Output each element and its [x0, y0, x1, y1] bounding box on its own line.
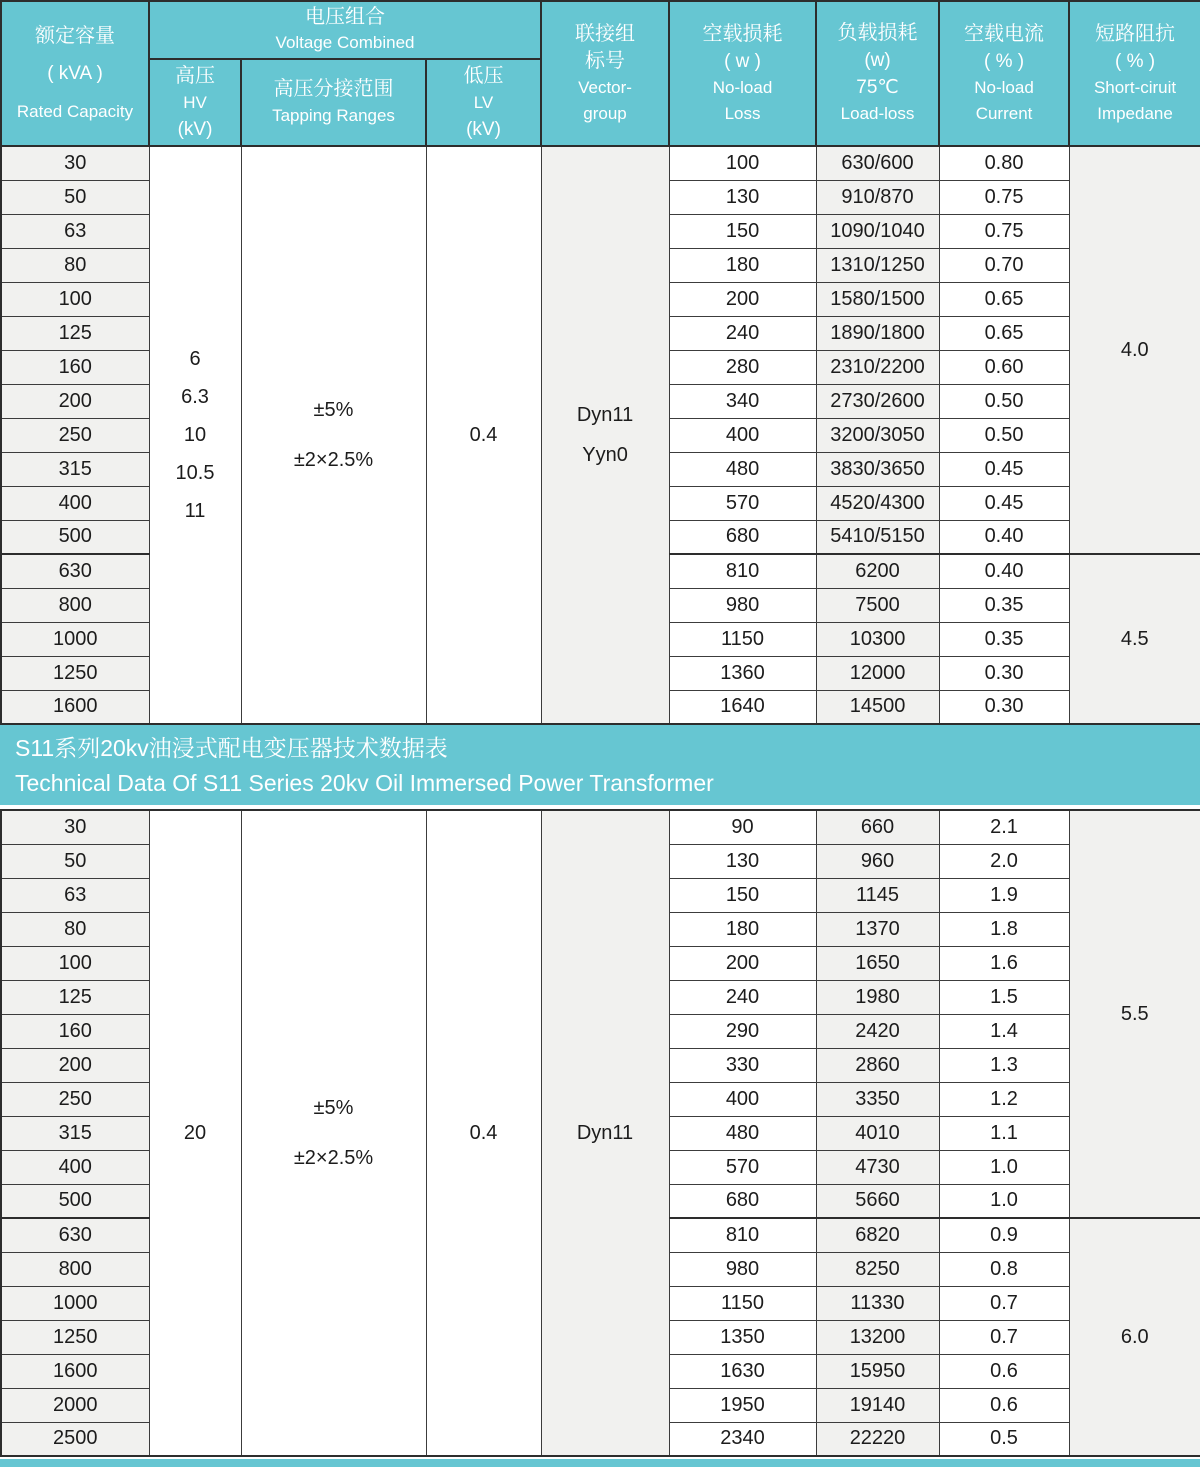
- capacity-cell: 200: [1, 384, 149, 418]
- load-loss-cell: 5660: [816, 1184, 939, 1218]
- table-row: [1, 146, 1200, 180]
- load-loss-cell: 7500: [816, 588, 939, 622]
- capacity-cell: 63: [1, 214, 149, 248]
- load-loss-cell: 6200: [816, 554, 939, 588]
- section2-table: [0, 809, 1200, 1457]
- noload-loss-cell: 400: [669, 418, 816, 452]
- noload-loss-cell: 1150: [669, 1286, 816, 1320]
- load-loss-cell: 14500: [816, 690, 939, 724]
- header-noload-current: [939, 1, 1069, 146]
- capacity-cell: 125: [1, 980, 149, 1014]
- header-impedance-en2: Impedane: [1097, 103, 1173, 123]
- header-load-loss-temp: 75℃: [856, 77, 899, 98]
- load-loss-cell: 1370: [816, 912, 939, 946]
- noload-loss-cell: 810: [669, 554, 816, 588]
- header-noload-loss-unit: ( w ): [724, 50, 761, 72]
- section1-table: [0, 0, 1200, 725]
- load-loss-cell: 630/600: [816, 146, 939, 180]
- lv-cell: 0.4: [426, 810, 541, 1456]
- noload-loss-cell: 680: [669, 520, 816, 554]
- capacity-cell: 400: [1, 486, 149, 520]
- load-loss-cell: 15950: [816, 1354, 939, 1388]
- noload-current-cell: 2.1: [939, 810, 1069, 844]
- noload-loss-cell: 400: [669, 1082, 816, 1116]
- noload-current-cell: 0.80: [939, 146, 1069, 180]
- noload-loss-cell: 1360: [669, 656, 816, 690]
- bottom-accent-bar: [0, 1459, 1200, 1467]
- noload-loss-cell: 200: [669, 946, 816, 980]
- load-loss-cell: 3200/3050: [816, 418, 939, 452]
- capacity-cell: 50: [1, 180, 149, 214]
- noload-current-cell: 1.6: [939, 946, 1069, 980]
- load-loss-cell: 19140: [816, 1388, 939, 1422]
- noload-current-cell: 0.75: [939, 214, 1069, 248]
- header-lv-unit: (kV): [466, 118, 501, 140]
- load-loss-cell: 4010: [816, 1116, 939, 1150]
- capacity-cell: 400: [1, 1150, 149, 1184]
- capacity-cell: 1250: [1, 656, 149, 690]
- capacity-cell: 500: [1, 520, 149, 554]
- load-loss-cell: 960: [816, 844, 939, 878]
- noload-loss-cell: 980: [669, 1252, 816, 1286]
- load-loss-cell: 8250: [816, 1252, 939, 1286]
- load-loss-cell: 1890/1800: [816, 316, 939, 350]
- section2-title-band: [0, 725, 1200, 805]
- impedance-cell: 4.0: [1069, 146, 1200, 554]
- header-load-loss-en: Load-loss: [840, 104, 915, 123]
- noload-loss-cell: 570: [669, 486, 816, 520]
- noload-loss-cell: 180: [669, 248, 816, 282]
- capacity-cell: 2000: [1, 1388, 149, 1422]
- noload-current-cell: 1.0: [939, 1150, 1069, 1184]
- noload-current-cell: 0.35: [939, 588, 1069, 622]
- capacity-cell: 80: [1, 912, 149, 946]
- noload-current-cell: 0.50: [939, 418, 1069, 452]
- noload-loss-cell: 1350: [669, 1320, 816, 1354]
- load-loss-cell: 11330: [816, 1286, 939, 1320]
- noload-current-cell: 0.30: [939, 690, 1069, 724]
- load-loss-cell: 1650: [816, 946, 939, 980]
- noload-loss-cell: 290: [669, 1014, 816, 1048]
- header-row-top: [1, 1, 1200, 59]
- header-load-loss-unit: (w): [864, 50, 891, 71]
- header-tapping-ranges: [241, 59, 426, 146]
- hv-cell-line: 10.5: [175, 462, 215, 484]
- capacity-cell: 30: [1, 810, 149, 844]
- lv-cell: 0.4: [426, 146, 541, 724]
- capacity-cell: 315: [1, 452, 149, 486]
- header-vector-group: [541, 1, 669, 146]
- noload-loss-cell: 680: [669, 1184, 816, 1218]
- noload-loss-cell: 100: [669, 146, 816, 180]
- noload-current-cell: 1.4: [939, 1014, 1069, 1048]
- capacity-cell: 315: [1, 1116, 149, 1150]
- load-loss-cell: 910/870: [816, 180, 939, 214]
- header-rated-capacity-zh: 额定容量: [35, 24, 115, 47]
- vector-group-cell: [541, 146, 669, 724]
- noload-current-cell: 1.0: [939, 1184, 1069, 1218]
- noload-current-cell: 0.6: [939, 1354, 1069, 1388]
- noload-loss-cell: 980: [669, 588, 816, 622]
- noload-current-cell: 1.5: [939, 980, 1069, 1014]
- load-loss-cell: 3350: [816, 1082, 939, 1116]
- load-loss-cell: 12000: [816, 656, 939, 690]
- noload-loss-cell: 480: [669, 1116, 816, 1150]
- section1-body: [1, 146, 1200, 724]
- header-rated-capacity-unit: ( kVA ): [47, 62, 103, 84]
- noload-current-cell: 0.65: [939, 282, 1069, 316]
- tapping-ranges-cell-line: ±2×2.5%: [293, 1147, 374, 1169]
- noload-loss-cell: 130: [669, 844, 816, 878]
- capacity-cell: 800: [1, 1252, 149, 1286]
- tapping-ranges-cell-line: ±5%: [313, 399, 354, 421]
- noload-current-cell: 0.65: [939, 316, 1069, 350]
- header-noload-loss: [669, 1, 816, 146]
- header-hv-unit: (kV): [177, 118, 213, 140]
- header-impedance-unit: ( % ): [1114, 50, 1156, 72]
- load-loss-cell: 660: [816, 810, 939, 844]
- tapping-ranges-cell: [241, 146, 426, 724]
- header-noload-loss-en1: No-load: [712, 77, 773, 97]
- noload-current-cell: 0.40: [939, 554, 1069, 588]
- capacity-cell: 160: [1, 350, 149, 384]
- load-loss-cell: 1580/1500: [816, 282, 939, 316]
- capacity-cell: 125: [1, 316, 149, 350]
- header-load-loss: [816, 1, 939, 146]
- capacity-cell: 50: [1, 844, 149, 878]
- capacity-cell: 800: [1, 588, 149, 622]
- capacity-cell: 630: [1, 554, 149, 588]
- noload-loss-cell: 280: [669, 350, 816, 384]
- noload-loss-cell: 340: [669, 384, 816, 418]
- noload-current-cell: 0.60: [939, 350, 1069, 384]
- load-loss-cell: 2420: [816, 1014, 939, 1048]
- noload-loss-cell: 180: [669, 912, 816, 946]
- noload-current-cell: 0.6: [939, 1388, 1069, 1422]
- capacity-cell: 80: [1, 248, 149, 282]
- noload-loss-cell: 240: [669, 316, 816, 350]
- capacity-cell: 2500: [1, 1422, 149, 1456]
- hv-cell-line: 10: [183, 424, 207, 446]
- noload-current-cell: 1.9: [939, 878, 1069, 912]
- table-row: [1, 810, 1200, 844]
- capacity-cell: 1250: [1, 1320, 149, 1354]
- noload-current-cell: 0.5: [939, 1422, 1069, 1456]
- noload-current-cell: 1.3: [939, 1048, 1069, 1082]
- load-loss-cell: 1980: [816, 980, 939, 1014]
- vector-group-cell-line: Yyn0: [582, 444, 628, 466]
- load-loss-cell: 6820: [816, 1218, 939, 1252]
- noload-current-cell: 0.45: [939, 486, 1069, 520]
- header-vector-group-en2: group: [583, 103, 627, 123]
- hv-cell-line: 11: [184, 500, 206, 522]
- noload-loss-cell: 570: [669, 1150, 816, 1184]
- tapping-ranges-cell-line: ±5%: [313, 1097, 354, 1119]
- header-hv: [149, 59, 241, 146]
- header-rated-capacity: [1, 1, 149, 146]
- noload-loss-cell: 130: [669, 180, 816, 214]
- capacity-cell: 160: [1, 1014, 149, 1048]
- noload-current-cell: 1.8: [939, 912, 1069, 946]
- capacity-cell: 250: [1, 418, 149, 452]
- load-loss-cell: 3830/3650: [816, 452, 939, 486]
- load-loss-cell: 1310/1250: [816, 248, 939, 282]
- header-lv-en: LV: [473, 92, 494, 112]
- capacity-cell: 1600: [1, 1354, 149, 1388]
- capacity-cell: 30: [1, 146, 149, 180]
- header-voltage-combined-en: Voltage Combined: [275, 33, 415, 52]
- impedance-cell: 4.5: [1069, 554, 1200, 724]
- noload-loss-cell: 2340: [669, 1422, 816, 1456]
- noload-current-cell: 0.7: [939, 1320, 1069, 1354]
- impedance-cell: 6.0: [1069, 1218, 1200, 1456]
- header-noload-current-zh: 空载电流: [964, 22, 1045, 45]
- capacity-cell: 250: [1, 1082, 149, 1116]
- header-voltage-combined-zh: 电压组合: [305, 6, 386, 28]
- capacity-cell: 200: [1, 1048, 149, 1082]
- header-vector-group-zh1: 联接组: [575, 22, 636, 45]
- load-loss-cell: 10300: [816, 622, 939, 656]
- header-hv-en: HV: [183, 92, 207, 112]
- hv-cell-line: 6: [189, 348, 201, 370]
- hv-cell-line: 20: [183, 1122, 207, 1144]
- header-impedance-zh: 短路阻抗: [1095, 22, 1176, 45]
- section2-body: [1, 810, 1200, 1456]
- noload-loss-cell: 1640: [669, 690, 816, 724]
- noload-loss-cell: 1150: [669, 622, 816, 656]
- noload-loss-cell: 480: [669, 452, 816, 486]
- noload-loss-cell: 240: [669, 980, 816, 1014]
- load-loss-cell: 2860: [816, 1048, 939, 1082]
- header-lv-zh: 低压: [463, 64, 504, 87]
- header-vector-group-zh2: 标号: [585, 49, 626, 72]
- noload-current-cell: 0.7: [939, 1286, 1069, 1320]
- load-loss-cell: 1145: [816, 878, 939, 912]
- noload-current-cell: 0.40: [939, 520, 1069, 554]
- header-impedance-en1: Short-ciruit: [1093, 77, 1177, 97]
- noload-current-cell: 0.50: [939, 384, 1069, 418]
- header-tapping-zh: 高压分接范围: [273, 78, 394, 100]
- header-voltage-combined: [149, 1, 541, 59]
- noload-loss-cell: 1630: [669, 1354, 816, 1388]
- noload-current-cell: 0.70: [939, 248, 1069, 282]
- capacity-cell: 100: [1, 282, 149, 316]
- noload-loss-cell: 150: [669, 878, 816, 912]
- header-lv: [426, 59, 541, 146]
- header-load-loss-zh: 负载损耗: [837, 22, 918, 44]
- noload-current-cell: 0.8: [939, 1252, 1069, 1286]
- load-loss-cell: 1090/1040: [816, 214, 939, 248]
- hv-cell: [149, 810, 241, 1456]
- noload-current-cell: 0.35: [939, 622, 1069, 656]
- noload-current-cell: 1.2: [939, 1082, 1069, 1116]
- load-loss-cell: 4520/4300: [816, 486, 939, 520]
- capacity-cell: 1600: [1, 690, 149, 724]
- noload-current-cell: 1.1: [939, 1116, 1069, 1150]
- table-header: [1, 1, 1200, 146]
- header-noload-current-unit: ( % ): [983, 50, 1025, 72]
- noload-loss-cell: 810: [669, 1218, 816, 1252]
- load-loss-cell: 4730: [816, 1150, 939, 1184]
- load-loss-cell: 13200: [816, 1320, 939, 1354]
- hv-cell-line: 6.3: [181, 386, 209, 408]
- noload-loss-cell: 150: [669, 214, 816, 248]
- capacity-cell: 630: [1, 1218, 149, 1252]
- tapping-ranges-cell: [241, 810, 426, 1456]
- load-loss-cell: 2310/2200: [816, 350, 939, 384]
- impedance-cell: 5.5: [1069, 810, 1200, 1218]
- load-loss-cell: 5410/5150: [816, 520, 939, 554]
- load-loss-cell: 2730/2600: [816, 384, 939, 418]
- noload-loss-cell: 330: [669, 1048, 816, 1082]
- hv-cell: [149, 146, 241, 724]
- capacity-cell: 100: [1, 946, 149, 980]
- header-noload-current-en1: No-load: [974, 77, 1034, 97]
- noload-current-cell: 2.0: [939, 844, 1069, 878]
- noload-current-cell: 0.45: [939, 452, 1069, 486]
- noload-current-cell: 0.75: [939, 180, 1069, 214]
- capacity-cell: 1000: [1, 622, 149, 656]
- noload-current-cell: 0.30: [939, 656, 1069, 690]
- header-tapping-en: Tapping Ranges: [272, 106, 395, 125]
- header-short-circuit-impedance: [1069, 1, 1200, 146]
- noload-loss-cell: 200: [669, 282, 816, 316]
- section2-title-en: Technical Data Of S11 Series 20kv Oil Immersed Power Transformer: [15, 769, 714, 796]
- tapping-ranges-cell-line: ±2×2.5%: [293, 449, 374, 471]
- vector-group-cell-line: Dyn11: [576, 404, 634, 426]
- header-rated-capacity-en: Rated Capacity: [16, 101, 134, 121]
- header-hv-zh: 高压: [175, 64, 215, 87]
- capacity-cell: 500: [1, 1184, 149, 1218]
- capacity-cell: 63: [1, 878, 149, 912]
- header-noload-loss-en2: Loss: [724, 103, 761, 123]
- noload-loss-cell: 90: [669, 810, 816, 844]
- header-vector-group-en1: Vector-: [578, 77, 632, 97]
- section2-title-zh: S11系列20kv油浸式配电变压器技术数据表: [15, 734, 448, 761]
- noload-loss-cell: 1950: [669, 1388, 816, 1422]
- vector-group-cell: [541, 810, 669, 1456]
- header-noload-loss-zh: 空载损耗: [702, 22, 783, 45]
- load-loss-cell: 22220: [816, 1422, 939, 1456]
- capacity-cell: 1000: [1, 1286, 149, 1320]
- vector-group-cell-line: Dyn11: [576, 1122, 634, 1144]
- noload-current-cell: 0.9: [939, 1218, 1069, 1252]
- header-noload-current-en2: Current: [975, 103, 1033, 123]
